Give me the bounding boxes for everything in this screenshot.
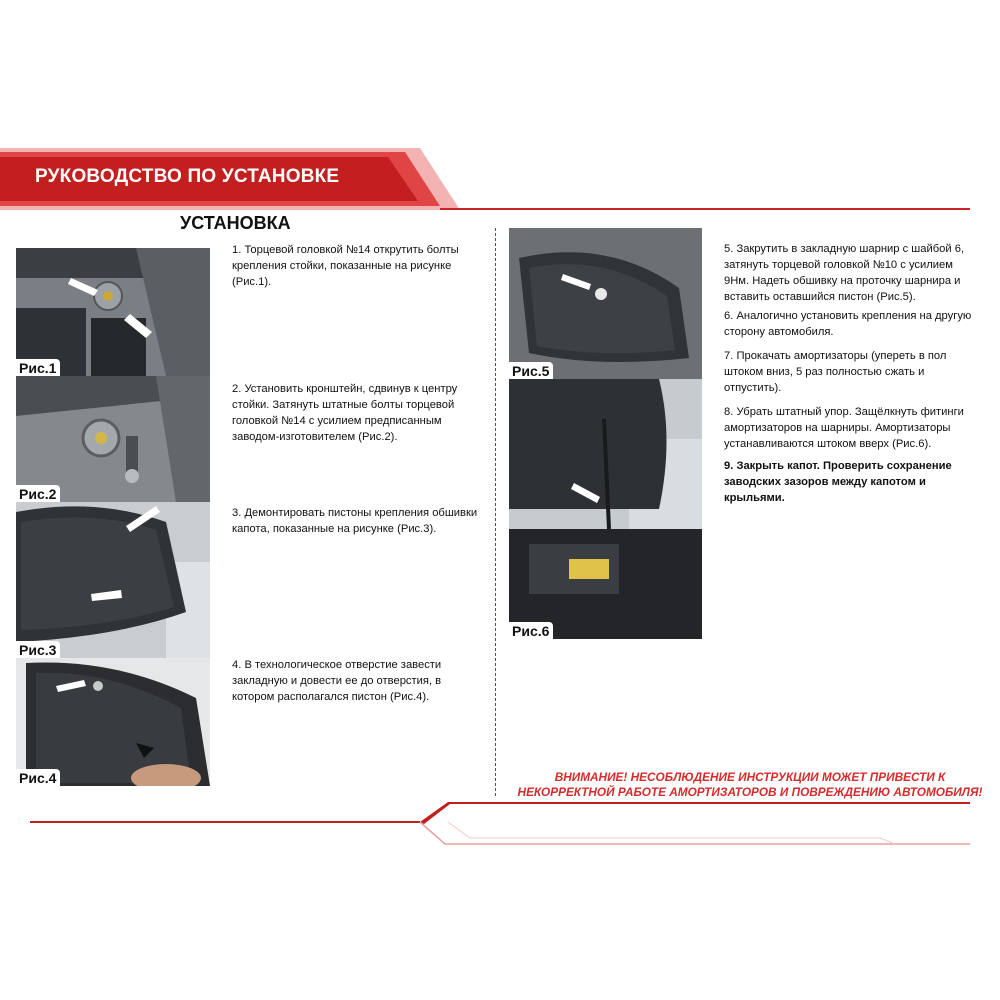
figure-3-label: Рис.3 — [16, 641, 60, 658]
header-rule — [440, 208, 970, 210]
step-8: 8. Убрать штатный упор. Защёлкнуть фитинги амортизаторов на шарниры. Амортизаторы устанавливаются штоком вверх (Рис.6). — [724, 406, 964, 450]
page-title: РУКОВОДСТВО ПО УСТАНОВКЕ — [35, 166, 340, 187]
step-2: 2. Установить кронштейн, сдвинув к центру стойки. Затянуть штатные болты торцевой головкой №14 с усилием предписанным заводом-изготовителем (Рис.2). — [232, 383, 458, 443]
section-title: УСТАНОВКА — [180, 213, 291, 233]
step-1: 1. Торцевой головкой №14 открутить болты крепления стойки, показанные на рисунке (Рис.1). — [232, 244, 459, 288]
figure-1-photo — [16, 248, 210, 376]
column-divider — [495, 228, 497, 796]
warning-line-2: НЕКОРРЕКТНОЙ РАБОТЕ АМОРТИЗАТОРОВ И ПОВРЕЖДЕНИЮ АВТОМОБИЛЯ! — [517, 785, 983, 799]
step-4: 4. В технологическое отверстие завести закладную и довести ее до отверстия, в котором располагался пистон (Рис.4). — [232, 659, 442, 703]
step-9: 9. Закрыть капот. Проверить сохранение заводских зазоров между капотом и крыльями. — [724, 460, 952, 504]
figure-2-label: Рис.2 — [16, 485, 60, 502]
step-5: 5. Закрутить в закладную шарнир с шайбой 6, затянуть торцевой головкой №10 с усилием 9Нм. Надеть обшивку на проточку шарнира и вставить оставшийся пистон (Рис.5). — [724, 243, 965, 303]
warning-line-1: ВНИМАНИЕ! НЕСОБЛЮДЕНИЕ ИНСТРУКЦИИ МОЖЕТ ПРИВЕСТИ К — [554, 770, 946, 784]
figure-5-photo — [509, 228, 702, 379]
figure-3-photo — [16, 502, 210, 658]
step-6: 6. Аналогично установить крепления на другую сторону автомобиля. — [724, 310, 972, 338]
figure-4-photo — [16, 658, 210, 786]
figure-6-photo — [509, 379, 702, 639]
step-3: 3. Демонтировать пистоны крепления обшивки капота, показанные на рисунке (Рис.3). — [232, 507, 478, 535]
figure-4-label: Рис.4 — [16, 769, 60, 786]
warning-notice — [515, 770, 985, 800]
step-7: 7. Прокачать амортизаторы (упереть в пол штоком вниз, 5 раз полностью сжать и отпустить). — [724, 350, 947, 394]
figure-5-label: Рис.5 — [509, 362, 553, 379]
footer-decoration — [0, 800, 1000, 850]
figure-6-label: Рис.6 — [509, 622, 553, 639]
figure-1-label: Рис.1 — [16, 359, 60, 376]
figure-2-photo — [16, 376, 210, 502]
